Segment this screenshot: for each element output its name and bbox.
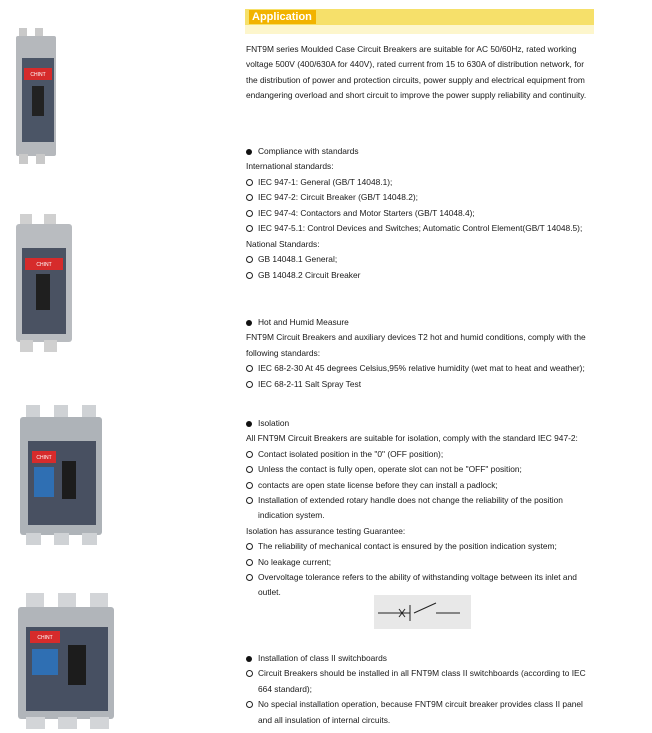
isolation-symbol-box (374, 595, 471, 629)
circle-bullet-icon (246, 497, 253, 504)
class2-heading: Installation of class II switchboards (246, 651, 596, 666)
compliance-section (246, 144, 596, 236)
circle-bullet-icon (246, 210, 253, 217)
guarantee-item: Overvoltage tolerance refers to the ability of withstanding voltage between its inlet and outlet. (246, 570, 596, 601)
compliance-heading: Compliance with standards (246, 144, 596, 159)
circle-bullet-icon (246, 256, 253, 263)
humid-text: FNT9M Circuit Breakers and auxiliary devices T2 hot and humid conditions, comply with the following standards: (246, 332, 586, 358)
standard-item: GB 14048.2 Circuit Breaker (246, 268, 596, 283)
standard-item: GB 14048.1 General; (246, 252, 596, 267)
circle-bullet-icon (246, 559, 253, 566)
circle-bullet-icon (246, 225, 253, 232)
application-title: Application (249, 10, 316, 24)
guarantee-label: Isolation has assurance testing Guarantee: (246, 525, 406, 536)
national-standards-section (246, 237, 596, 283)
isolation-item: contacts are open state license before they can install a padlock; (246, 478, 596, 493)
circle-bullet-icon (246, 365, 253, 372)
circle-bullet-icon (246, 482, 253, 489)
guarantee-item: The reliability of mechanical contact is ensured by the position indication system; (246, 539, 596, 554)
standard-item: IEC 947-5.1: Control Devices and Switches; Automatic Control Element(GB/T 14048.5); (246, 221, 596, 236)
isolation-item: Installation of extended rotary handle does not change the reliability of the position indication system. (246, 493, 596, 524)
circuit-breaker-image-2 (16, 214, 76, 352)
class2-item: Circuit Breakers should be installed in all FNT9M class II switchboards (according to IEC 664 standard); (246, 666, 596, 697)
national-standards-label: National Standards: (246, 239, 320, 249)
circle-bullet-icon (246, 272, 253, 279)
isolation-section (246, 416, 596, 601)
brand-label: CHINT (30, 72, 46, 78)
circuit-breaker-image-1 (16, 28, 62, 164)
standard-item: IEC 947-4: Contactors and Motor Starters (GB/T 14048.4); (246, 206, 596, 221)
standard-item: IEC 68-2-30 At 45 degrees Celsius,95% relative humidity (wet mat to heat and weather); (246, 361, 596, 376)
class2-section (246, 651, 596, 728)
circle-bullet-icon (246, 701, 253, 708)
standard-item: IEC 947-2: Circuit Breaker (GB/T 14048.2); (246, 190, 596, 205)
isolation-text: All FNT9M Circuit Breakers are suitable for isolation, comply with the standard IEC 947-2: (246, 433, 578, 444)
application-banner (245, 9, 594, 25)
guarantee-item: No leakage current; (246, 555, 596, 570)
intro-section (246, 42, 596, 104)
humid-section (246, 315, 596, 392)
isolation-item: Contact isolated position in the "0" (OFF position); (246, 447, 596, 462)
brand-label: CHINT (37, 635, 53, 641)
brand-label: CHINT (36, 455, 52, 461)
circle-bullet-icon (246, 451, 253, 458)
circle-bullet-icon (246, 194, 253, 201)
circle-bullet-icon (246, 179, 253, 186)
humid-heading: Hot and Humid Measure (246, 315, 596, 330)
switch-symbol-icon (374, 595, 471, 629)
isolation-heading: Isolation (246, 416, 596, 431)
circle-bullet-icon (246, 574, 253, 581)
intro-paragraph: FNT9M series Moulded Case Circuit Breakers are suitable for AC 50/60Hz, rated working voltage 500V (400/630A for 440V), rated current from 15 to 630A of distribution network, for the distribution of power and protection circuits, power supply and electrical equipment from endangering overload and short circuit to improve the power supply reliability and continuity. (246, 44, 587, 101)
standard-item: IEC 68-2-11 Salt Spray Test (246, 377, 596, 392)
circuit-breaker-image-4 (18, 593, 116, 729)
standard-item: IEC 947-1: General (GB/T 14048.1); (246, 175, 596, 190)
circle-bullet-icon (246, 543, 253, 550)
circle-bullet-icon (246, 670, 253, 677)
brand-label: CHINT (36, 262, 52, 268)
circuit-breaker-image-3 (20, 405, 104, 545)
international-standards-label: International standards: (246, 161, 334, 172)
isolation-item: Unless the contact is fully open, operate slot can not be "OFF" position; (246, 462, 596, 477)
product-image-column (0, 0, 200, 733)
circle-bullet-icon (246, 381, 253, 388)
circle-bullet-icon (246, 466, 253, 473)
class2-item: No special installation operation, because FNT9M circuit breaker provides class II panel and all insulation of internal circuits. (246, 697, 596, 728)
banner-stripe (245, 25, 594, 34)
